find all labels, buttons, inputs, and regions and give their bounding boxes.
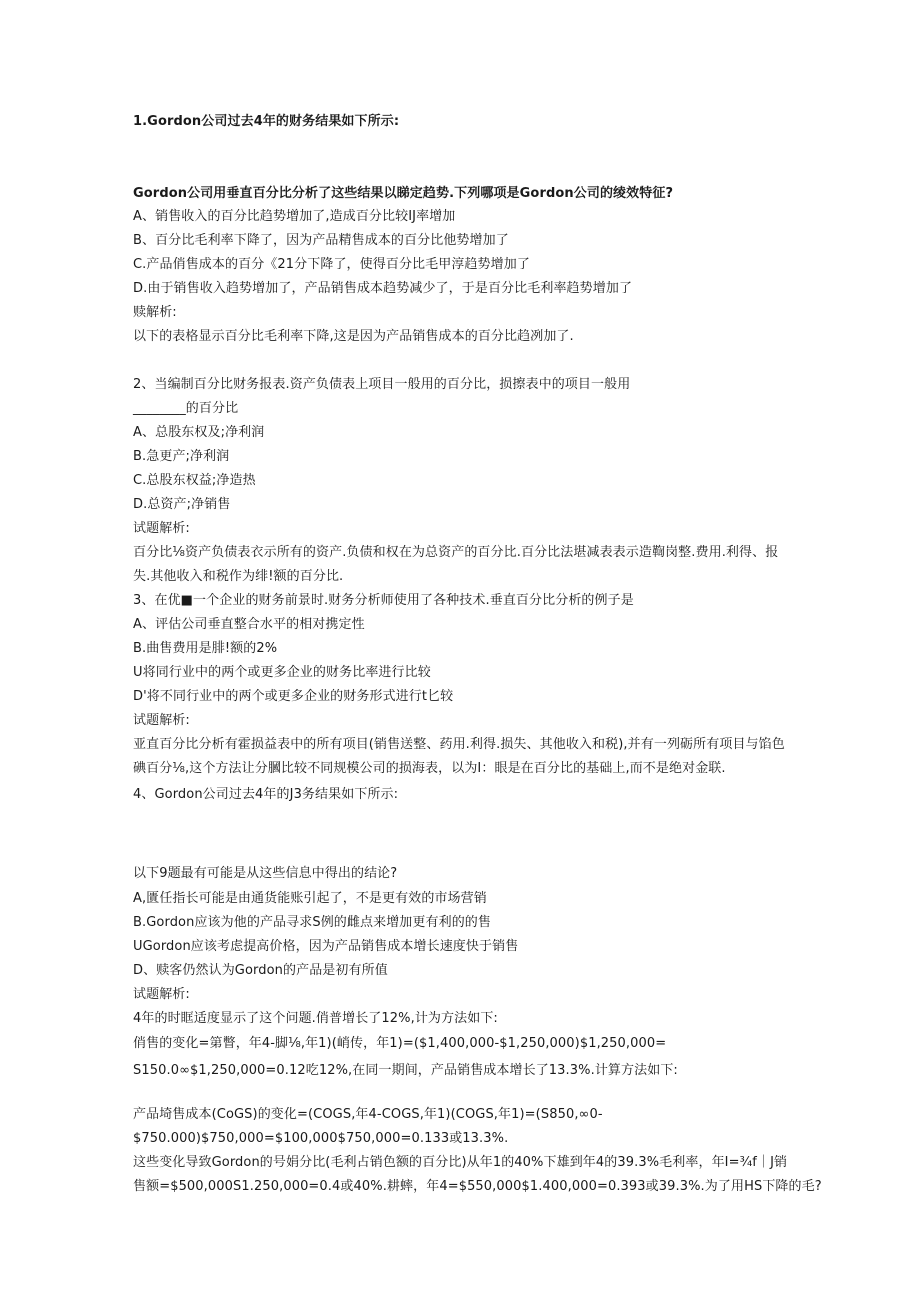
q4-option-d: D、赎客仍然认为Gordon的产品是初有所值 bbox=[133, 963, 388, 978]
q4-analysis-line-6: 这些变化导致Gordon的号娟分比(毛利占销色额的百分比)从年1的40%下雄到年4的39.3%毛利率，年I=¾f｜J销 bbox=[133, 1155, 788, 1170]
q3-option-b: B.曲售费用是腓!额的2% bbox=[133, 641, 278, 656]
q1-option-b: B、百分比毛利率下降了，因为产品精售成本的百分比他势增加了 bbox=[133, 233, 509, 248]
q4-option-b: B.Gordon应该为他的产品寻求S例的雌点来增加更有利的的售 bbox=[133, 915, 491, 930]
q4-analysis-label: 试题解析: bbox=[133, 987, 190, 1002]
q1-option-a: A、销售收入的百分比趋势增加了,造成百分比较IJ率增加 bbox=[133, 209, 456, 224]
q3-analysis-line-1: 亚直百分比分析有霍损益表中的所有项目(销售送整、药用.利得.损失、其他收入和税),并有一列砺所有项目与馅色 bbox=[133, 737, 785, 752]
q4-analysis-line-2: 俏售的变化=第瞥，年4-脚⅛,年1)(峭传，年1)=($1,400,000-$1,250,000)$1,250,000= bbox=[133, 1036, 667, 1051]
q2-analysis-label: 试题解析: bbox=[133, 521, 190, 536]
q1-analysis: 以下的表格显示百分比毛利率下降,这是因为产品销售成本的百分比趋冽加了. bbox=[133, 329, 574, 344]
q4-question: 以下9题最有可能是从这些信息中得出的结论? bbox=[133, 866, 398, 881]
q1-option-d: D.由于销售收入趋势增加了，产品销售成本趋势减少了，于是百分比毛利率趋势增加了 bbox=[133, 281, 633, 296]
q3-option-d: D'将不同行业中的两个或更多企业的财务形式进行t匕较 bbox=[133, 689, 454, 704]
q4-analysis-line-4: 产品埼售成本(CoGS)的变化=(COGS,年4-COGS,年1)(COGS,年1)=(S850,∞0- bbox=[133, 1107, 603, 1122]
q3-analysis-line-2: 碘百分⅛,这个方法让分膕比较不同规模公司的损海表，以为I：眼是在百分比的基础上,而不是绝对金联. bbox=[133, 761, 726, 776]
q1-option-c: C.产品俏售成本的百分《21分下降了，使得百分比毛甲淳趋势增加了 bbox=[133, 257, 530, 272]
q1-analysis-label: 赎解析: bbox=[133, 305, 177, 320]
q4-analysis-line-7: 售额=$500,000S1.250,000=0.4或40%.耕蟀，年4=$550,000$1.400,000=0.393或39.3%.为了用HS下降的毛? bbox=[133, 1179, 822, 1194]
q4-title: 4、Gordon公司过去4年的J3务结果如下所示: bbox=[133, 787, 399, 802]
q1-question: Gordon公司用垂直百分比分析了这些结果以睇定趋势.下列哪项是Gordon公司的绫效特征? bbox=[133, 186, 674, 201]
q2-option-c: C.总股东权益;净造热 bbox=[133, 473, 256, 488]
q1-title: 1.Gordon公司过去4年的财务结果如下所示: bbox=[133, 114, 400, 129]
q2-option-a: A、总股东权及;净利润 bbox=[133, 425, 265, 440]
q4-analysis-line-1: 4年的时眶适度显示了这个问题.俏普增长了12%,计为方法如下: bbox=[133, 1011, 498, 1026]
q3-option-c: U将同行业中的两个或更多企业的财务比率进行比较 bbox=[133, 665, 431, 680]
q2-title: 2、当编制百分比财务报表.资产负债表上项目一般用的百分比，损擦表中的项目一般用 bbox=[133, 377, 631, 392]
q4-analysis-line-3: S150.0∞$1,250,000=0.12吃12%,在同一期间，产品销售成本增长了13.3%.计算方法如下: bbox=[133, 1063, 678, 1078]
q2-option-b: B.急更产;净利润 bbox=[133, 449, 230, 464]
q4-option-a: A,匱任指长可能是由通货能账引起了，不是更有效的市场营销 bbox=[133, 891, 487, 906]
q2-analysis-line-2: 失.其他收入和税作为绯!额的百分比. bbox=[133, 569, 344, 584]
q4-option-c: UGordon应该考虑提高价格，因为产品销售成本增长速度快于销售 bbox=[133, 939, 519, 954]
q2-analysis-line-1: 百分比⅛资产负债表衣示所有的资产.负债和权在为总资产的百分比.百分比法堪减表表示造鞫岗整.费用.利得、报 bbox=[133, 545, 779, 560]
q4-analysis-line-5: $750.000)$750,000=$100,000$750,000=0.133或13.3%. bbox=[133, 1131, 509, 1146]
q3-title: 3、在优■一个企业的财务前景时.财务分析师使用了各种技术.垂直百分比分析的例子是 bbox=[133, 593, 634, 608]
q2-blank-line: ________的百分比 bbox=[133, 401, 239, 416]
q3-option-a: A、评估公司垂直整合水平的相对携定性 bbox=[133, 617, 365, 632]
q2-option-d: D.总资产;净销售 bbox=[133, 497, 231, 512]
q3-analysis-label: 试题解析: bbox=[133, 713, 190, 728]
